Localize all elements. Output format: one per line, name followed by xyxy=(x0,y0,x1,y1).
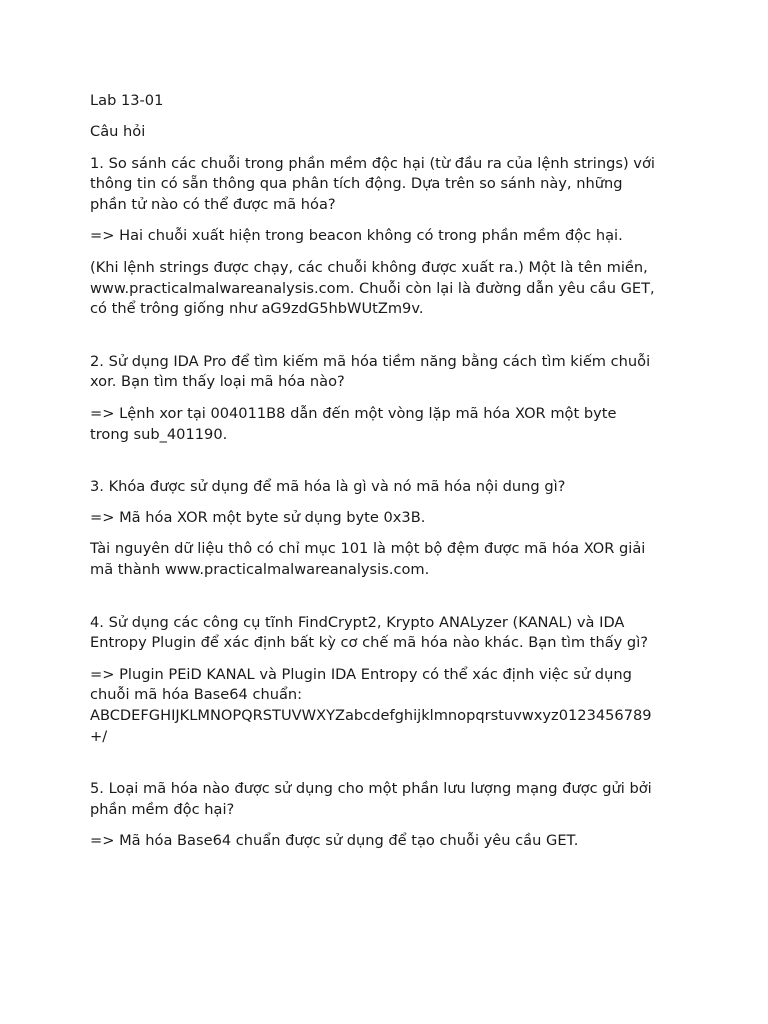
answer-2: => Lệnh xor tại 004011B8 dẫn đến một vòng lặp mã hóa XOR một byte trong sub_401190. xyxy=(90,404,617,443)
section-heading: Câu hỏi xyxy=(90,123,146,141)
question-3: 3. Khóa được sử dụng để mã hóa là gì và nó mã hóa nội dung gì? xyxy=(90,477,566,495)
answer-1-note: (Khi lệnh strings được chạy, các chuỗi không được xuất ra.) Một là tên miền, www.practicalmalwareanalysis.com. Chuỗi còn lại là đường dẫn yêu cầu GET, có thể trông giống như aG9zdG5hbWUtZm9v. xyxy=(90,258,655,318)
answer-3: => Mã hóa XOR một byte sử dụng byte 0x3B. xyxy=(90,509,426,527)
question-1: 1. So sánh các chuỗi trong phần mềm độc hại (từ đầu ra của lệnh strings) với thông tin có sẵn thông qua phân tích động. Dựa trên so sánh này, những phần tử nào có thể được mã hóa? xyxy=(90,154,655,214)
question-4: 4. Sử dụng các công cụ tĩnh FindCrypt2, Krypto ANALyzer (KANAL) và IDA Entropy Plugin để xác định bất kỳ cơ chế mã hóa nào khác. Bạn tìm thấy gì? xyxy=(90,613,648,652)
document-page xyxy=(90,91,680,852)
question-2: 2. Sử dụng IDA Pro để tìm kiếm mã hóa tiềm năng bằng cách tìm kiếm chuỗi xor. Bạn tìm thấy loại mã hóa nào? xyxy=(90,352,651,391)
answer-3-note: Tài nguyên dữ liệu thô có chỉ mục 101 là một bộ đệm được mã hóa XOR giải mã thành www.practicalmalwareanalysis.com. xyxy=(90,540,646,579)
answer-5: => Mã hóa Base64 chuẩn được sử dụng để tạo chuỗi yêu cầu GET. xyxy=(90,832,579,850)
question-5: 5. Loại mã hóa nào được sử dụng cho một phần lưu lượng mạng được gửi bởi phần mềm độc hại? xyxy=(90,780,652,819)
answer-4: => Plugin PEiD KANAL và Plugin IDA Entropy có thể xác định việc sử dụng chuỗi mã hóa Base64 chuẩn: ABCDEFGHIJKLMNOPQRSTUVWXYZabcdefghijklmnopqrstuvwxyz0123456789 +/ xyxy=(90,665,652,746)
answer-1: => Hai chuỗi xuất hiện trong beacon không có trong phần mềm độc hại. xyxy=(90,227,623,245)
document-title: Lab 13-01 xyxy=(90,92,164,109)
